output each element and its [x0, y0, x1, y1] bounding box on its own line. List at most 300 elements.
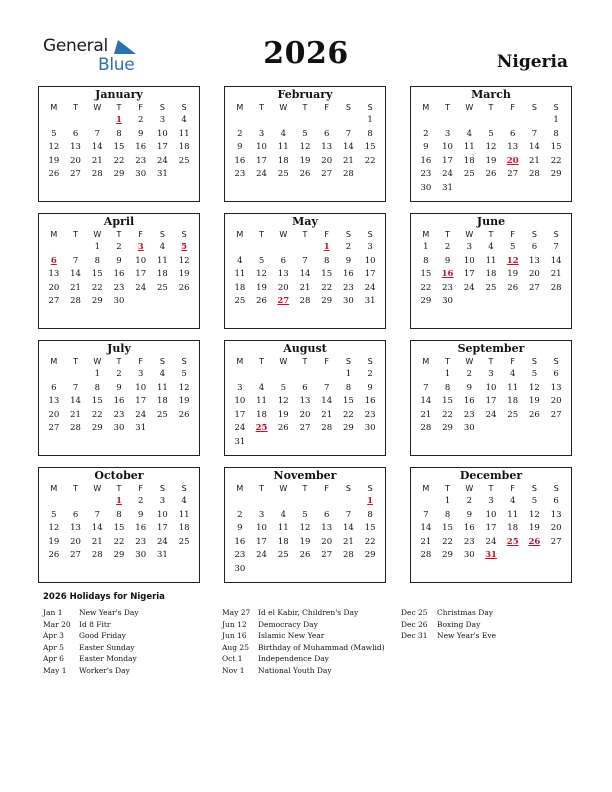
day-cell: 6: [323, 509, 330, 520]
day-cell: 12: [178, 382, 190, 393]
day-cell: 11: [507, 382, 519, 393]
day-cell: 27: [321, 550, 333, 560]
weekday-label: M: [422, 357, 430, 366]
day-cell: 18: [256, 409, 267, 420]
empty-day-cell: [251, 368, 273, 382]
day-cell: 14: [343, 142, 354, 152]
day-cell: 23: [135, 155, 147, 166]
holiday-name: Id el Kabir, Children's Day: [258, 608, 359, 617]
day-cell: 8: [323, 255, 330, 266]
day-cell: 20: [321, 536, 333, 547]
weekday-label: M: [50, 103, 58, 112]
day-cell: 3: [137, 369, 144, 379]
day-cell: 29: [91, 296, 103, 306]
day-cell: 27: [507, 169, 519, 179]
day-cell: 14: [70, 396, 81, 406]
empty-day-cell: [272, 241, 294, 255]
day-cell: 28: [529, 169, 540, 179]
day-cell: 23: [234, 550, 246, 560]
day-cell: 24: [135, 282, 147, 293]
day-cell: 20: [70, 536, 81, 547]
holiday-row: [222, 642, 385, 654]
day-cell: 19: [485, 155, 497, 166]
day-cell: 12: [299, 523, 311, 533]
day-cell: 4: [466, 128, 472, 139]
holiday-name: Good Friday: [79, 631, 126, 640]
weekday-label: T: [302, 230, 308, 239]
day-cell: 16: [463, 396, 475, 406]
day-cell: 10: [256, 523, 267, 533]
day-cell: 1: [94, 369, 100, 379]
day-cell: 19: [48, 536, 60, 547]
day-cell: 5: [531, 496, 538, 506]
day-cell: 29: [550, 169, 562, 179]
weekday-label: M: [50, 484, 58, 493]
weekday-label: S: [159, 103, 165, 112]
weekday-header: [225, 483, 385, 495]
day-cell: 19: [529, 396, 540, 406]
day-cell: 21: [420, 536, 432, 547]
day-cell: 8: [116, 509, 122, 520]
weekday-label: W: [279, 230, 288, 239]
empty-day-cell: [86, 495, 108, 509]
day-cell: 31: [135, 423, 147, 433]
day-cell: 23: [364, 409, 376, 420]
day-cell: 18: [157, 396, 168, 406]
day-cell: 23: [113, 409, 125, 420]
weekday-label: T: [73, 484, 78, 493]
weekday-label: S: [181, 230, 187, 239]
empty-day-cell: [437, 114, 459, 128]
day-cell: 13: [507, 142, 519, 152]
empty-day-cell: [480, 114, 502, 128]
weekday-label: T: [302, 484, 308, 493]
holidays-list: [43, 592, 583, 675]
day-cell: 9: [466, 509, 472, 520]
day-cell: 29: [321, 296, 333, 306]
day-cell: 21: [321, 409, 333, 420]
day-cell: 29: [420, 296, 432, 306]
day-cell: 17: [485, 523, 497, 533]
day-cell: 14: [321, 396, 333, 406]
day-cell: 9: [444, 255, 451, 266]
weekday-label: W: [93, 484, 102, 493]
empty-day-cell: [229, 114, 251, 128]
empty-day-cell: [316, 495, 338, 509]
day-cell: 8: [367, 509, 373, 520]
holiday-column: [222, 607, 385, 676]
day-cell: 24: [364, 282, 376, 293]
day-cell: 15: [442, 523, 453, 533]
day-cell: 11: [157, 382, 168, 393]
day-cell: 20: [70, 155, 81, 166]
holiday-date: Apr 6: [43, 654, 64, 663]
days-grid: [39, 495, 199, 563]
month-september: [410, 340, 572, 456]
weekday-label: T: [488, 484, 494, 493]
weekday-label: M: [422, 103, 430, 112]
day-cell: 15: [91, 269, 103, 279]
day-cell: 8: [345, 382, 352, 393]
day-cell: 7: [345, 509, 352, 520]
day-cell: 14: [70, 269, 81, 279]
weekday-label: S: [553, 103, 559, 112]
weekday-label: S: [367, 357, 373, 366]
weekday-label: F: [324, 357, 329, 366]
weekday-label: M: [236, 230, 244, 239]
day-cell: 24: [256, 550, 267, 560]
day-cell: 16: [113, 396, 125, 406]
day-cell: 8: [444, 382, 451, 393]
empty-day-cell: [229, 495, 251, 509]
day-cell: 7: [345, 128, 352, 139]
day-cell: 21: [91, 155, 103, 166]
day-cell: 10: [135, 382, 147, 393]
day-cell: 15: [420, 269, 432, 279]
weekday-label: W: [279, 357, 288, 366]
day-cell: 29: [113, 169, 125, 179]
days-grid: [225, 114, 385, 182]
month-title: October: [94, 469, 144, 482]
holiday-row: [401, 630, 496, 642]
day-cell: 25: [463, 169, 475, 179]
days-grid: [411, 114, 571, 195]
day-cell: 24: [485, 409, 497, 420]
month-april: [38, 213, 200, 329]
day-cell: 24: [256, 169, 267, 179]
day-cell: 31: [157, 169, 168, 179]
day-cell: 21: [343, 155, 354, 166]
empty-day-cell: [65, 114, 87, 128]
day-cell: 21: [70, 282, 81, 293]
day-cell: 10: [234, 396, 246, 406]
day-cell: 4: [509, 369, 516, 379]
empty-day-cell: [43, 368, 65, 382]
day-cell: 7: [423, 509, 429, 520]
day-cell: 17: [135, 269, 147, 279]
weekday-label: W: [465, 103, 474, 112]
empty-day-cell: [316, 114, 338, 128]
day-cell: 14: [91, 142, 103, 152]
holiday-date: Nov 1: [222, 665, 245, 675]
weekday-label: M: [50, 230, 58, 239]
day-cell: 13: [299, 396, 311, 406]
holiday-day-cell: 6: [50, 255, 57, 266]
day-cell: 4: [258, 382, 265, 393]
day-cell: 7: [323, 382, 330, 393]
holiday-name: Christmas Day: [437, 608, 493, 617]
day-cell: 9: [116, 255, 122, 266]
day-cell: 5: [258, 255, 265, 266]
day-cell: 5: [181, 369, 187, 379]
day-cell: 18: [277, 536, 289, 547]
weekday-label: S: [345, 230, 351, 239]
day-cell: 6: [51, 382, 57, 393]
weekday-label: M: [236, 103, 244, 112]
weekday-label: W: [465, 357, 474, 366]
empty-day-cell: [251, 241, 273, 255]
month-title: September: [457, 342, 525, 355]
day-cell: 10: [157, 128, 168, 139]
holiday-day-cell: 12: [506, 255, 519, 266]
weekday-label: F: [324, 484, 329, 493]
day-cell: 30: [442, 296, 453, 306]
day-cell: 2: [345, 242, 352, 252]
month-title: March: [471, 88, 511, 101]
day-cell: 3: [159, 496, 166, 506]
day-cell: 12: [299, 142, 311, 152]
day-cell: 27: [529, 282, 540, 293]
day-cell: 24: [442, 169, 453, 179]
day-cell: 27: [70, 169, 81, 179]
day-cell: 31: [442, 182, 453, 193]
day-cell: 16: [420, 155, 432, 166]
holidays-title: 2026 Holidays for Nigeria: [43, 592, 165, 602]
day-cell: 2: [237, 509, 243, 520]
day-cell: 19: [299, 155, 311, 166]
weekday-label: W: [93, 230, 102, 239]
holiday-name: Independence Day: [258, 654, 329, 663]
weekday-label: S: [159, 484, 165, 493]
day-cell: 7: [72, 382, 79, 393]
day-cell: 26: [529, 409, 540, 420]
weekday-label: T: [488, 103, 494, 112]
weekday-label: T: [302, 357, 308, 366]
weekday-label: T: [259, 103, 264, 112]
day-cell: 9: [137, 128, 144, 139]
day-cell: 3: [258, 128, 265, 139]
day-cell: 1: [444, 496, 451, 506]
day-cell: 28: [343, 169, 354, 179]
day-cell: 9: [345, 255, 352, 266]
weekday-label: T: [116, 484, 122, 493]
day-cell: 16: [135, 142, 147, 152]
day-cell: 7: [72, 255, 79, 266]
day-cell: 22: [364, 155, 376, 166]
month-november: [224, 467, 386, 583]
holiday-row: [43, 642, 139, 654]
month-title: November: [273, 469, 337, 482]
day-cell: 23: [442, 282, 453, 293]
day-cell: 28: [70, 423, 81, 433]
day-cell: 10: [135, 255, 147, 266]
day-cell: 15: [442, 396, 453, 406]
day-cell: 9: [237, 142, 243, 152]
holiday-day-cell: 3: [137, 242, 144, 252]
day-cell: 22: [442, 409, 453, 420]
day-cell: 28: [343, 550, 354, 560]
day-cell: 25: [277, 169, 289, 179]
weekday-label: T: [302, 103, 308, 112]
day-cell: 9: [466, 382, 472, 393]
day-cell: 5: [302, 128, 308, 139]
weekday-label: T: [488, 357, 494, 366]
day-cell: 17: [463, 269, 475, 279]
weekday-label: S: [553, 230, 559, 239]
weekday-label: W: [93, 103, 102, 112]
day-cell: 1: [367, 115, 373, 125]
day-cell: 29: [442, 423, 453, 433]
day-cell: 15: [113, 142, 125, 152]
empty-day-cell: [229, 241, 251, 255]
day-cell: 9: [367, 382, 373, 393]
holiday-date: Mar 20: [43, 619, 71, 629]
page-header: [0, 30, 612, 80]
day-cell: 24: [234, 423, 246, 433]
day-cell: 27: [321, 169, 333, 179]
day-cell: 21: [420, 409, 432, 420]
day-cell: 9: [137, 509, 144, 520]
weekday-label: W: [279, 484, 288, 493]
empty-day-cell: [294, 368, 316, 382]
day-cell: 28: [299, 296, 311, 306]
weekday-label: T: [445, 103, 450, 112]
weekday-header: [411, 102, 571, 114]
day-cell: 19: [277, 409, 289, 420]
day-cell: 1: [553, 115, 559, 125]
day-cell: 6: [509, 128, 516, 139]
weekday-label: S: [345, 103, 351, 112]
day-cell: 30: [463, 423, 475, 433]
day-cell: 13: [550, 382, 562, 393]
empty-day-cell: [415, 368, 437, 382]
day-cell: 13: [550, 509, 562, 520]
holiday-day-cell: 16: [441, 269, 454, 279]
holiday-day-cell: 1: [116, 115, 122, 125]
month-july: [38, 340, 200, 456]
month-december: [410, 467, 572, 583]
holiday-date: Jun 16: [222, 631, 247, 640]
day-cell: 28: [420, 550, 432, 560]
day-cell: 26: [485, 169, 497, 179]
day-cell: 25: [234, 296, 246, 306]
weekday-header: [225, 229, 385, 241]
empty-day-cell: [316, 368, 338, 382]
holiday-date: Jun 12: [222, 619, 247, 629]
day-cell: 2: [444, 242, 451, 252]
day-cell: 11: [463, 142, 475, 152]
day-cell: 20: [48, 409, 60, 420]
day-cell: 20: [48, 282, 60, 293]
day-cell: 15: [364, 142, 376, 152]
empty-day-cell: [294, 495, 316, 509]
day-cell: 15: [91, 396, 103, 406]
day-cell: 3: [488, 496, 494, 506]
day-cell: 26: [178, 282, 190, 293]
weekday-label: S: [367, 230, 373, 239]
day-cell: 17: [442, 155, 453, 166]
day-cell: 21: [70, 409, 81, 420]
day-cell: 7: [94, 509, 100, 520]
day-cell: 30: [343, 296, 354, 306]
day-cell: 23: [463, 536, 475, 547]
day-cell: 2: [137, 496, 144, 506]
day-cell: 18: [507, 523, 519, 533]
weekday-label: F: [510, 230, 515, 239]
day-cell: 4: [488, 242, 494, 252]
weekday-label: F: [138, 103, 143, 112]
weekday-label: S: [531, 484, 537, 493]
day-cell: 23: [343, 282, 354, 293]
day-cell: 2: [423, 128, 429, 139]
holiday-name: Easter Monday: [79, 654, 137, 663]
empty-day-cell: [502, 114, 524, 128]
day-cell: 27: [550, 536, 562, 547]
day-cell: 24: [157, 536, 168, 547]
day-cell: 13: [48, 269, 60, 279]
weekday-label: S: [159, 357, 165, 366]
day-cell: 15: [113, 523, 125, 533]
weekday-header: [39, 356, 199, 368]
day-cell: 12: [256, 269, 267, 279]
month-january: [38, 86, 200, 202]
holiday-row: [401, 619, 496, 631]
holiday-date: Apr 5: [43, 642, 64, 652]
weekday-header: [411, 356, 571, 368]
empty-day-cell: [338, 114, 360, 128]
day-cell: 6: [280, 255, 286, 266]
day-cell: 16: [343, 269, 354, 279]
day-cell: 30: [463, 550, 475, 560]
day-cell: 16: [113, 269, 125, 279]
day-cell: 10: [256, 142, 267, 152]
day-cell: 9: [116, 382, 122, 393]
days-grid: [225, 368, 385, 449]
day-cell: 17: [256, 155, 267, 166]
holiday-date: Aug 25: [222, 642, 249, 652]
weekday-label: T: [259, 230, 264, 239]
day-cell: 13: [70, 142, 81, 152]
day-cell: 26: [277, 423, 289, 433]
day-cell: 6: [302, 382, 308, 393]
day-cell: 2: [466, 369, 472, 379]
days-grid: [39, 114, 199, 182]
day-cell: 4: [181, 115, 187, 125]
weekday-label: S: [345, 357, 351, 366]
day-cell: 4: [181, 496, 187, 506]
weekday-label: W: [279, 103, 288, 112]
holiday-day-cell: 27: [277, 296, 290, 306]
holiday-day-cell: 25: [506, 536, 519, 547]
holiday-name: Birthday of Muhammad (Mawlid): [258, 642, 385, 652]
day-cell: 27: [48, 423, 60, 433]
empty-day-cell: [458, 114, 480, 128]
day-cell: 18: [157, 269, 168, 279]
holiday-name: Easter Sunday: [79, 642, 135, 652]
month-may: [224, 213, 386, 329]
day-cell: 4: [509, 496, 516, 506]
empty-day-cell: [251, 114, 273, 128]
day-cell: 4: [280, 509, 286, 520]
day-cell: 11: [178, 128, 190, 139]
holiday-date: Apr 3: [43, 631, 64, 640]
day-cell: 8: [444, 509, 451, 520]
weekday-label: M: [50, 357, 58, 366]
day-cell: 12: [178, 255, 190, 266]
day-cell: 16: [463, 523, 475, 533]
day-cell: 30: [364, 423, 376, 433]
day-cell: 22: [113, 155, 125, 166]
month-title: January: [95, 88, 143, 101]
holiday-day-cell: 31: [485, 550, 497, 560]
day-cell: 23: [463, 409, 475, 420]
day-cell: 6: [72, 509, 79, 520]
month-title: August: [283, 342, 327, 355]
empty-day-cell: [294, 241, 316, 255]
weekday-header: [39, 102, 199, 114]
day-cell: 4: [237, 255, 243, 266]
holiday-date: Oct 1: [222, 654, 243, 663]
